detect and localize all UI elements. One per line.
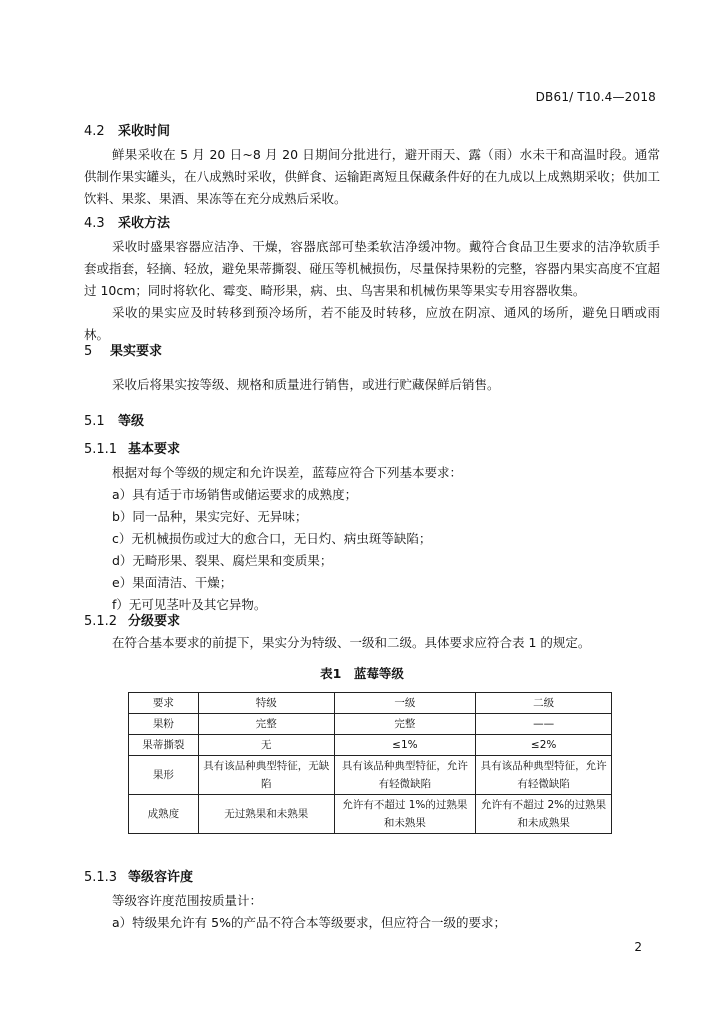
section-title: 等级 [118,414,145,429]
table-cell: 成熟度 [129,795,199,834]
list-item: a）具有适于市场销售或储运要求的成熟度； [112,487,358,502]
table-cell: ≤2% [476,735,612,756]
heading-5-1-2 [84,610,180,629]
section-title: 等级容许度 [128,870,194,885]
list-item: b）同一品种，果实完好、无异味； [112,509,308,524]
tolerance-intro: 等级容许度范围按质量计： [112,893,263,908]
section-number: 5.1.1 [84,442,118,457]
page-number: 2 [634,940,642,954]
grade-table [128,692,612,834]
table-row [129,795,612,834]
table-cell: 具有该品种典型特征，允许有轻微缺陷 [476,756,612,795]
section-number: 5.1.2 [84,614,118,629]
table-row [129,735,612,756]
paragraph-4-3-a: 采收时盛果容器应洁净、干燥，容器底部可垫柔软洁净缓冲物。戴符合食品卫生要求的洁净软质手套或指套，轻摘、轻放，避免果蒂撕裂、碰压等机械损伤，尽量保持果粉的完整，容器内果实高度不宜超过 10cm；同时将软化、霉变、畸形果，病、虫、鸟害果和机械伤果等果实专用容器收集。 [84,239,660,298]
heading-5-1 [84,410,144,429]
section-title: 分级要求 [128,614,181,629]
heading-4-3 [84,212,170,231]
heading-5 [84,340,162,359]
table-row [129,714,612,735]
heading-5-1-1 [84,438,180,457]
table-cell: ≤1% [334,735,476,756]
table-header-cell: 要求 [129,693,199,714]
table-row [129,756,612,795]
list-item: c）无机械损伤或过大的愈合口，无日灼、病虫斑等缺陷； [112,531,432,546]
list-item: d）无畸形果、裂果、腐烂果和变质果； [112,553,333,568]
paragraph-5: 采收后将果实按等级、规格和质量进行销售，或进行贮藏保鲜后销售。 [112,377,500,392]
table-cell: 完整 [198,714,334,735]
heading-4-2 [84,120,170,139]
standard-code: DB61/ T10.4—2018 [535,90,656,104]
list-item: e）果面清洁、干燥； [112,575,233,590]
section-title: 果实要求 [110,344,163,359]
table-cell: 完整 [334,714,476,735]
table-cell: 允许有不超过 2%的过熟果和未成熟果 [476,795,612,834]
section-number: 4.2 [84,124,105,139]
section-number: 4.3 [84,216,105,231]
list-item: a）特级果允许有 5%的产品不符合本等级要求，但应符合一级的要求； [112,915,506,930]
section-number: 5.1.3 [84,870,118,885]
section-title: 基本要求 [128,442,181,457]
section-title: 采收时间 [118,124,171,139]
section-number: 5.1 [84,414,105,429]
table-cell: 允许有不超过 1%的过熟果和未熟果 [334,795,476,834]
table-cell: 果粉 [129,714,199,735]
table-cell: 无 [198,735,334,756]
table-cell: 具有该品种典型特征，允许有轻微缺陷 [334,756,476,795]
section-number: 5 [84,344,93,359]
table-cell: 果形 [129,756,199,795]
table-cell: 具有该品种典型特征，无缺陷 [198,756,334,795]
paragraph-4-3-b: 采收的果实应及时转移到预冷场所，若不能及时转移，应放在阴凉、通风的场所，避免日晒或雨林。 [84,305,660,342]
heading-5-1-3 [84,866,193,885]
table-cell: 果蒂撕裂 [129,735,199,756]
grading-paragraph: 在符合基本要求的前提下，果实分为特级、一级和二级。具体要求应符合表 1 的规定。 [112,635,591,650]
table-header-cell: 一级 [334,693,476,714]
table-header-row [129,693,612,714]
basic-requirements-intro: 根据对每个等级的规定和允许误差，蓝莓应符合下列基本要求： [112,465,463,480]
table-cell: 无过熟果和未熟果 [198,795,334,834]
list-item: f）无可见茎叶及其它异物。 [112,597,267,612]
table-header-cell: 特级 [198,693,334,714]
table-header-cell: 二级 [476,693,612,714]
table-caption: 表1 蓝莓等级 [320,666,404,681]
paragraph-4-2: 鲜果采收在 5 月 20 日~8 月 20 日期间分批进行，避开雨天、露（雨）水未干和高温时段。通常供制作果实罐头，在八成熟时采收，供鲜食、运输距离短且保藏条件好的在九成以上成熟期采收；供加工饮料、果浆、果酒、果冻等在充分成熟后采收。 [84,147,660,206]
table-cell: —— [476,714,612,735]
section-title: 采收方法 [118,216,171,231]
